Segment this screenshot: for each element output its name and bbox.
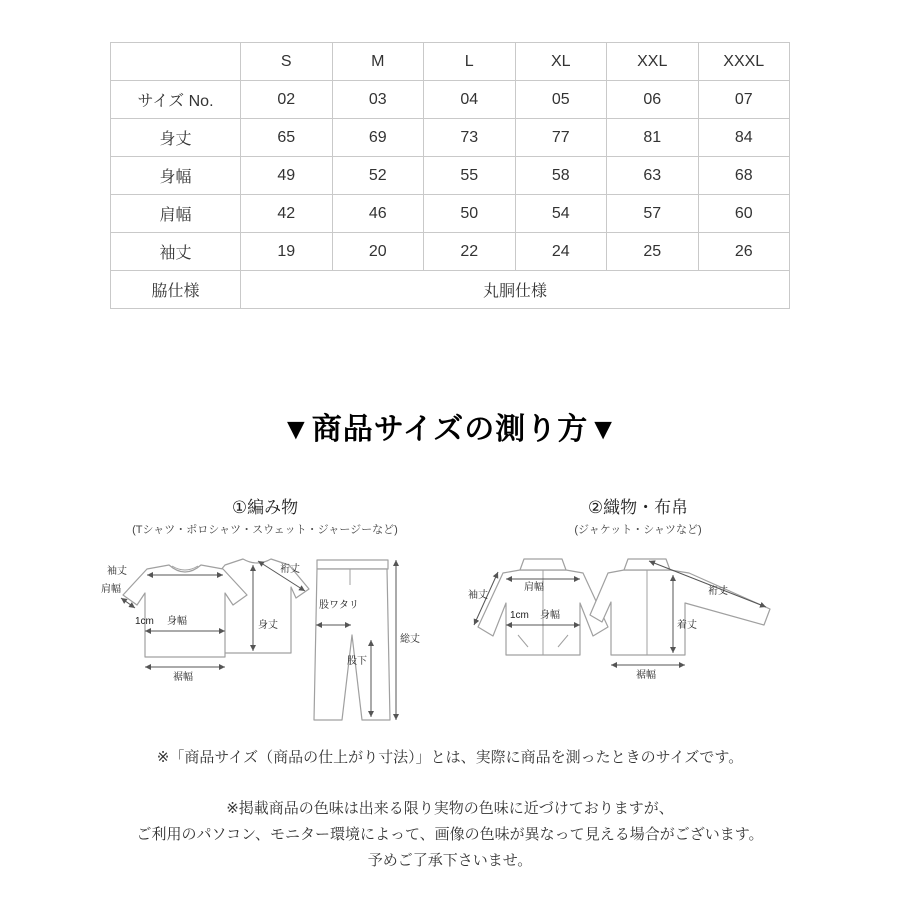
- jacket-back-collar: [624, 559, 670, 570]
- table-row-shoulder-width: [111, 195, 790, 233]
- table-row-sleeve-length: [111, 233, 790, 271]
- table-cell: 52: [332, 157, 424, 195]
- color-note-line-3: 予めご了承下さいませ。: [367, 852, 533, 869]
- knit-title: ①編み物: [231, 498, 299, 517]
- knit-one-cm-label: 1cm: [135, 616, 154, 627]
- woven-shoulder-width-label: 肩幅: [524, 582, 544, 593]
- col-header-m: M: [332, 43, 424, 81]
- knit-total-length-label: 総丈: [400, 634, 420, 645]
- knit-yuki-length-label: 裄丈: [280, 564, 300, 575]
- table-cell: 02: [241, 81, 333, 119]
- corner-cell: [111, 43, 241, 81]
- woven-sleeve-length-label: 袖丈: [468, 590, 488, 601]
- row-label: 身幅: [111, 157, 241, 195]
- table-cell: 55: [424, 157, 516, 195]
- table-cell: 57: [607, 195, 699, 233]
- knit-shoulder-width-label: 肩幅: [101, 584, 121, 595]
- knit-diagram-group: [95, 493, 435, 740]
- jacket-front-collar: [520, 559, 566, 570]
- table-cell: 46: [332, 195, 424, 233]
- table-cell: 03: [332, 81, 424, 119]
- row-label: 肩幅: [111, 195, 241, 233]
- size-table: [110, 42, 790, 309]
- woven-hem-width-label: 裾幅: [636, 670, 656, 681]
- row-label: サイズ No.: [111, 81, 241, 119]
- row-label: 袖丈: [111, 233, 241, 271]
- col-header-s: S: [241, 43, 333, 81]
- table-row-body-length: [111, 119, 790, 157]
- pants-waistband-drawing: [317, 560, 388, 569]
- knit-hem-width-label: 裾幅: [173, 672, 193, 683]
- table-cell: 04: [424, 81, 516, 119]
- table-cell: 42: [241, 195, 333, 233]
- knit-drawing-area: [95, 545, 435, 740]
- table-cell: 24: [515, 233, 607, 271]
- col-header-l: L: [424, 43, 516, 81]
- section-title: ▼商品サイズの測り方▼: [281, 413, 619, 446]
- pants-drawing: [314, 569, 390, 720]
- knit-drawing: [95, 545, 435, 740]
- table-cell: 63: [607, 157, 699, 195]
- col-header-xxxl: XXXL: [698, 43, 790, 81]
- table-header-row: [111, 43, 790, 81]
- woven-one-cm-label: 1cm: [510, 610, 529, 621]
- table-cell: 68: [698, 157, 790, 195]
- table-cell: 81: [607, 119, 699, 157]
- table-cell: 19: [241, 233, 333, 271]
- col-header-xxl: XXL: [607, 43, 699, 81]
- table-cell: 07: [698, 81, 790, 119]
- table-cell: 20: [332, 233, 424, 271]
- table-cell: 54: [515, 195, 607, 233]
- woven-diagram-group: [468, 493, 808, 740]
- table-cell: 22: [424, 233, 516, 271]
- jacket-back-drawing: [590, 570, 770, 655]
- table-cell: 26: [698, 233, 790, 271]
- table-cell: 65: [241, 119, 333, 157]
- table-row-body-width: [111, 157, 790, 195]
- table-cell: 69: [332, 119, 424, 157]
- table-cell: 25: [607, 233, 699, 271]
- color-note-line-2: ご利用のパソコン、モニター環境によって、画像の色味が異なって見える場合がございます。: [136, 826, 764, 843]
- side-spec-value: 丸胴仕様: [241, 271, 790, 309]
- woven-title: ②織物・布帛: [587, 498, 689, 517]
- woven-body-width-label: 身幅: [540, 610, 560, 621]
- color-disclaimer-note: [0, 796, 900, 874]
- table-cell: 73: [424, 119, 516, 157]
- woven-yuki-length-label: 裄丈: [708, 586, 728, 597]
- col-header-xl: XL: [515, 43, 607, 81]
- table-cell: 77: [515, 119, 607, 157]
- row-label: 身丈: [111, 119, 241, 157]
- woven-subtitle: (ジャケット・シャツなど): [574, 524, 702, 536]
- knit-subtitle: (Tシャツ・ポロシャツ・スウェット・ジャージーなど): [132, 524, 398, 536]
- knit-sleeve-length-label: 袖丈: [107, 566, 127, 577]
- table-cell: 58: [515, 157, 607, 195]
- size-definition-note: ※「商品サイズ（商品の仕上がり寸法）」とは、実際に商品を測ったときのサイズです。: [156, 749, 744, 766]
- knit-body-width-label: 身幅: [167, 616, 187, 627]
- woven-drawing-area: [468, 545, 808, 740]
- table-cell: 49: [241, 157, 333, 195]
- table-cell: 60: [698, 195, 790, 233]
- knit-body-length-label: 身丈: [258, 620, 278, 631]
- woven-drawing: [468, 545, 808, 705]
- table-row-side-spec: [111, 271, 790, 309]
- table-cell: 84: [698, 119, 790, 157]
- knit-inseam-label: 股下: [347, 656, 367, 667]
- table-row-size-no: [111, 81, 790, 119]
- woven-garment-length-label: 着丈: [677, 620, 697, 631]
- table-cell: 50: [424, 195, 516, 233]
- color-note-line-1: ※掲載商品の色味は出来る限り実物の色味に近づけておりますが、: [226, 800, 674, 817]
- knit-thigh-width-label: 股ワタリ: [319, 600, 359, 611]
- row-label: 脇仕様: [111, 271, 241, 309]
- table-cell: 06: [607, 81, 699, 119]
- table-cell: 05: [515, 81, 607, 119]
